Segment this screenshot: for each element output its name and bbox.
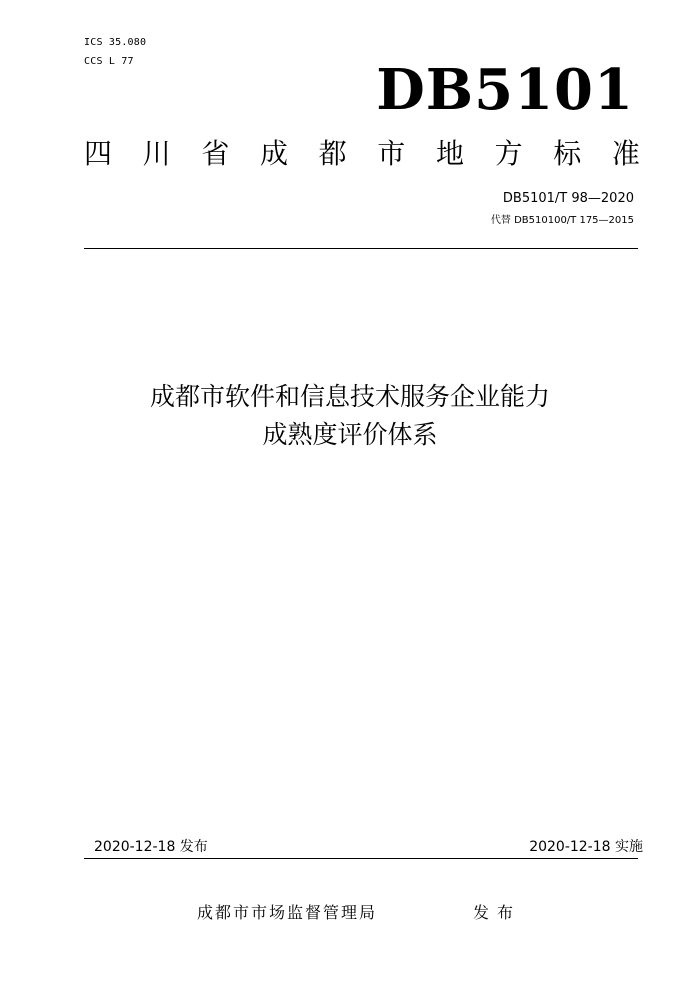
replaces-number: 代替 DB510100/T 175—2015 <box>490 215 634 226</box>
issuing-authority: 成都市市场监督管理局 <box>197 903 378 922</box>
standard-title-char: 都 <box>318 137 347 170</box>
ics-code: ICS 35.080 <box>84 37 147 48</box>
standard-title-char: 方 <box>494 137 523 170</box>
standard-title-char: 成 <box>259 137 288 170</box>
standard-title-char: 四 <box>84 137 113 170</box>
standard-type-title <box>84 137 640 171</box>
standard-title-char: 准 <box>611 137 640 170</box>
document-title <box>84 378 616 454</box>
title-line-2: 成熟度评价体系 <box>262 420 438 449</box>
bottom-divider <box>84 858 638 859</box>
standard-title-char: 地 <box>435 137 464 170</box>
standard-title-char: 市 <box>377 137 406 170</box>
standard-code-logo: DB5101 <box>376 57 634 123</box>
standard-title-char: 省 <box>201 137 230 170</box>
document-number: DB5101/T 98—2020 <box>502 191 634 206</box>
publish-label: 发布 <box>473 903 522 922</box>
implementation-date: 2020-12-18 实施 <box>529 839 643 855</box>
standard-title-char: 川 <box>142 137 171 170</box>
top-divider <box>84 248 638 249</box>
release-date: 2020-12-18 发布 <box>94 839 208 855</box>
standard-title-char: 标 <box>553 137 582 170</box>
ccs-code: CCS L 77 <box>84 56 134 67</box>
title-line-1: 成都市软件和信息技术服务企业能力 <box>149 382 550 411</box>
